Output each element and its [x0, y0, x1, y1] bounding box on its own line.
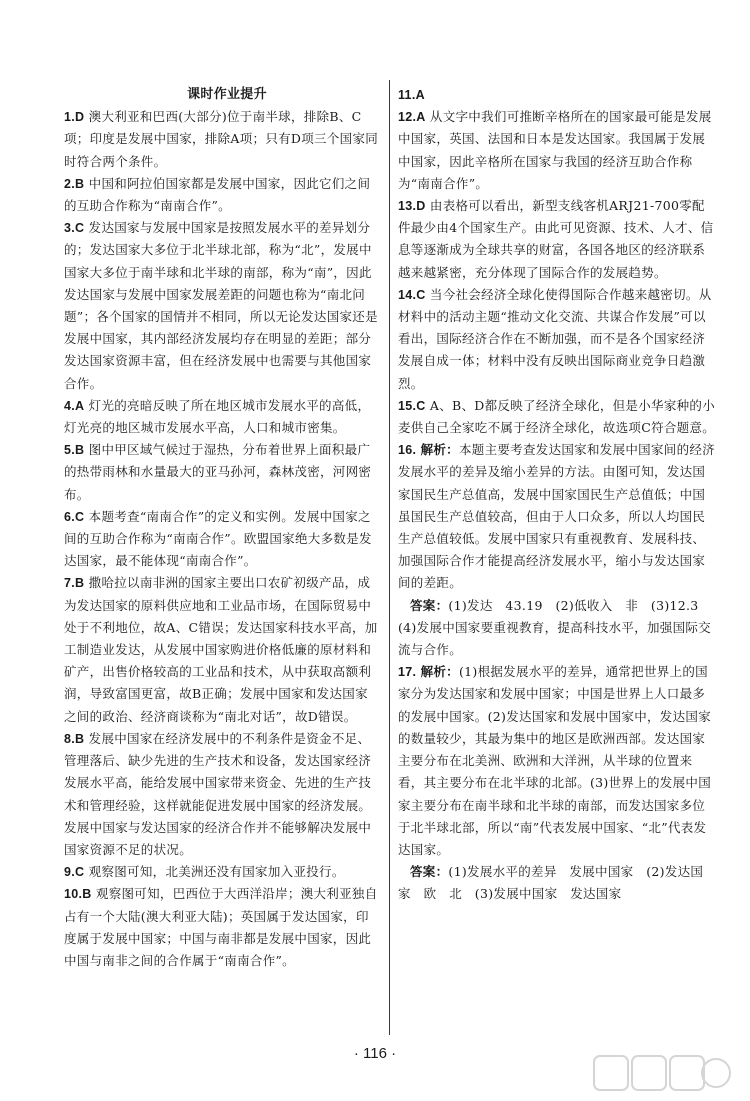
question-number: 8.B [64, 731, 85, 746]
question-number: 7.B [64, 576, 85, 591]
question-number: 13.D [398, 199, 426, 214]
answer-text: 本题考查“南南合作”的定义和实例。发展中国家之间的互助合作称为“南南合作”。欧盟国家绝大多数是发达国家，最不能体现“南南合作”。 [64, 508, 372, 569]
question-number: 12.A [398, 110, 426, 125]
answer-text: 中国和阿拉伯国家都是发展中国家，因此它们之间的互助合作称为“南南合作”。 [64, 175, 371, 214]
answer-text: (1)根据发展水平的差异，通常把世界上的国家分为发达国家和发展中国家；中国是世界上人口最多的发展中国家。(2)发达国家和发展中国家中，发达国家的数量较少，其最为集中的地区是欧洲西部。发达国家主要分布在北美洲、欧洲和大洋洲，从半球的位置来看，其主要分布在北半球的北部。(3)世界上的发展中国家主要分布在南半球和北半球的南部，而发达国家多位于北半球北部，所以“南”代表发展中国家、“北”代表发达国家。 [398, 664, 712, 857]
answer-item [64, 217, 380, 395]
question-number: 3.C [64, 221, 85, 236]
section-heading: 课时作业提升 [187, 87, 267, 102]
answer-text: 发达国家与发展中国家是按照发展水平的差异划分的；发达国家大多位于北半球北部，称为“北”，发展中国家大多位于南半球和北半球的南部，称为“南”，因此发达国家与发展中国家发展差距的问题也称为“南北问题”；各个国家的国情并不相同，所以无论发达国家还是发展中国家，其内部经济发展均存在明显的差距；部分发达国家资源丰富，但在经济发展中也需要与其他国家合作。 [64, 220, 378, 391]
answer-item [398, 661, 716, 861]
answer-item [64, 572, 380, 727]
answer-text: 观察图可知，巴西位于大西洋沿岸；澳大利亚独自占有一个大陆(澳大利亚大陆)；英国属于发达国家，印度属于发展中国家；中国与南非都是发展中国家，因此中国与南非之间的合作属于“南南合作”。 [64, 886, 378, 968]
answer-text: 撒哈拉以南非洲的国家主要出口农矿初级产品，成为发达国家的原料供应地和工业品市场，在国际贸易中处于不利地位，故A、C错误；发达国家科技水平高，加工制造业发达，从发展中国家购进价格低廉的原材料和矿产，出售价格较高的工业品和技术，从中获取高额利润，导致富国更富，故B正确；发展中国家和发达国家之间的政治、经济商谈称为“南北对话”，故D错误。 [64, 575, 378, 724]
watermark-logo [592, 1052, 732, 1096]
analysis-label: 解析： [420, 664, 459, 680]
answer-text: A、B、D都反映了经济全球化，但是小华家种的小麦供自己全家吃不属于经济全球化，故选项C符合题意。 [398, 397, 716, 436]
answer-item [64, 728, 380, 861]
question-number: 9.C [64, 865, 85, 880]
answer-item [398, 106, 716, 195]
left-column [64, 84, 380, 972]
answer-label: 答案： [410, 864, 449, 880]
answer-item [64, 506, 380, 573]
question-number: 16. [398, 443, 417, 458]
answer-item [398, 195, 716, 284]
question-number: 4.A [64, 398, 85, 413]
question-number: 17. [398, 665, 417, 680]
answer-text: 灯光的亮暗反映了所在地区城市发展水平的高低，灯光亮的地区城市发展水平高，人口和城市密集。 [64, 397, 371, 436]
answer-text: 观察图可知，北美洲还没有国家加入亚投行。 [88, 864, 345, 880]
answer-item [64, 439, 380, 506]
question-number: 5.B [64, 443, 85, 458]
answer-text: 由表格可以看出，新型支线客机ARJ21-700零配件最少由4个国家生产。由此可见资源、技术、人才、信息等逐渐成为全球共享的财富，各国各地区的经济联系越来越紧密，充分体现了国际合作的发展趋势。 [398, 198, 714, 280]
answer-label: 答案： [410, 597, 449, 613]
question-number: 2.B [64, 176, 85, 191]
right-column [398, 84, 716, 906]
analysis-label: 解析： [420, 442, 459, 458]
answer-item [398, 595, 716, 662]
answer-item [64, 106, 380, 173]
question-number: 11.A [398, 88, 425, 102]
page-number: · 116 · [353, 1045, 397, 1062]
answer-item [64, 883, 380, 972]
answer-text: 发展中国家在经济发展中的不利条件是资金不足、管理落后、缺少先进的生产技术和设备，发达国家经济发展水平高，能给发展中国家带来资金、先进的生产技术和管理经验，这样就能促进发展中国家的经济发展。发展中国家与发达国家的经济合作并不能够解决发展中国家资源不足的状况。 [64, 730, 372, 857]
answer-text: 本题主要考查发达国家和发展中国家间的经济发展水平的差异及缩小差异的方法。由图可知，发达国家国民生产总值高，发展中国家国民生产总值低；中国虽国民生产总值较高，但由于人口众多，所以人均国民生产总值较低。发展中国家只有重视教育、发展科技、加强国际合作才能提高经济发展水平，缩小与发达国家间的差距。 [398, 442, 715, 591]
answer-item [64, 861, 380, 883]
answer-item [398, 284, 716, 395]
answer-item [64, 395, 380, 439]
answer-text: 当今社会经济全球化使得国际合作越来越密切。从材料中的活动主题“推动文化交流、共谋合作发展”可以看出，国际经济合作在不断加强，而不是各个国家经济发展自成一体；材料中没有反映出国际商业竞争日趋激烈。 [398, 286, 712, 391]
answer-item [398, 395, 716, 439]
answer-item [398, 861, 716, 905]
question-number: 15.C [398, 398, 426, 413]
question-number: 1.D [64, 110, 85, 125]
question-number: 6.C [64, 509, 85, 524]
answer-item [64, 173, 380, 217]
column-divider [389, 80, 390, 1035]
question-number: 10.B [64, 887, 92, 902]
question-number: 14.C [398, 287, 426, 302]
answer-item [398, 439, 716, 594]
answer-text: 图中甲区域气候过于湿热，分布着世界上面积最广的热带雨林和水量最大的亚马孙河，森林茂密，河网密布。 [64, 442, 372, 502]
answer-text: 从文字中我们可推断辛格所在的国家最可能是发展中国家，英国、法国和日本是发达国家。我国属于发展中国家，因此辛格所在国家与我国的经济互助合作称为“南南合作”。 [398, 109, 712, 191]
answer-item [398, 84, 716, 106]
answer-text: (1)发展水平的差异 发展中国家 (2)发达国家 欧 北 (3)发展中国家 发达国家 [398, 864, 704, 902]
answer-text: (1)发达 43.19 (2)低收入 非 (3)12.3 (4)发展中国家要重视教育，提高科技水平，加强国际交流与合作。 [398, 597, 712, 658]
answer-text: 澳大利亚和巴西(大部分)位于南半球，排除B、C项；印度是发展中国家，排除A项；只有D项三个国家同时符合两个条件。 [64, 109, 379, 169]
